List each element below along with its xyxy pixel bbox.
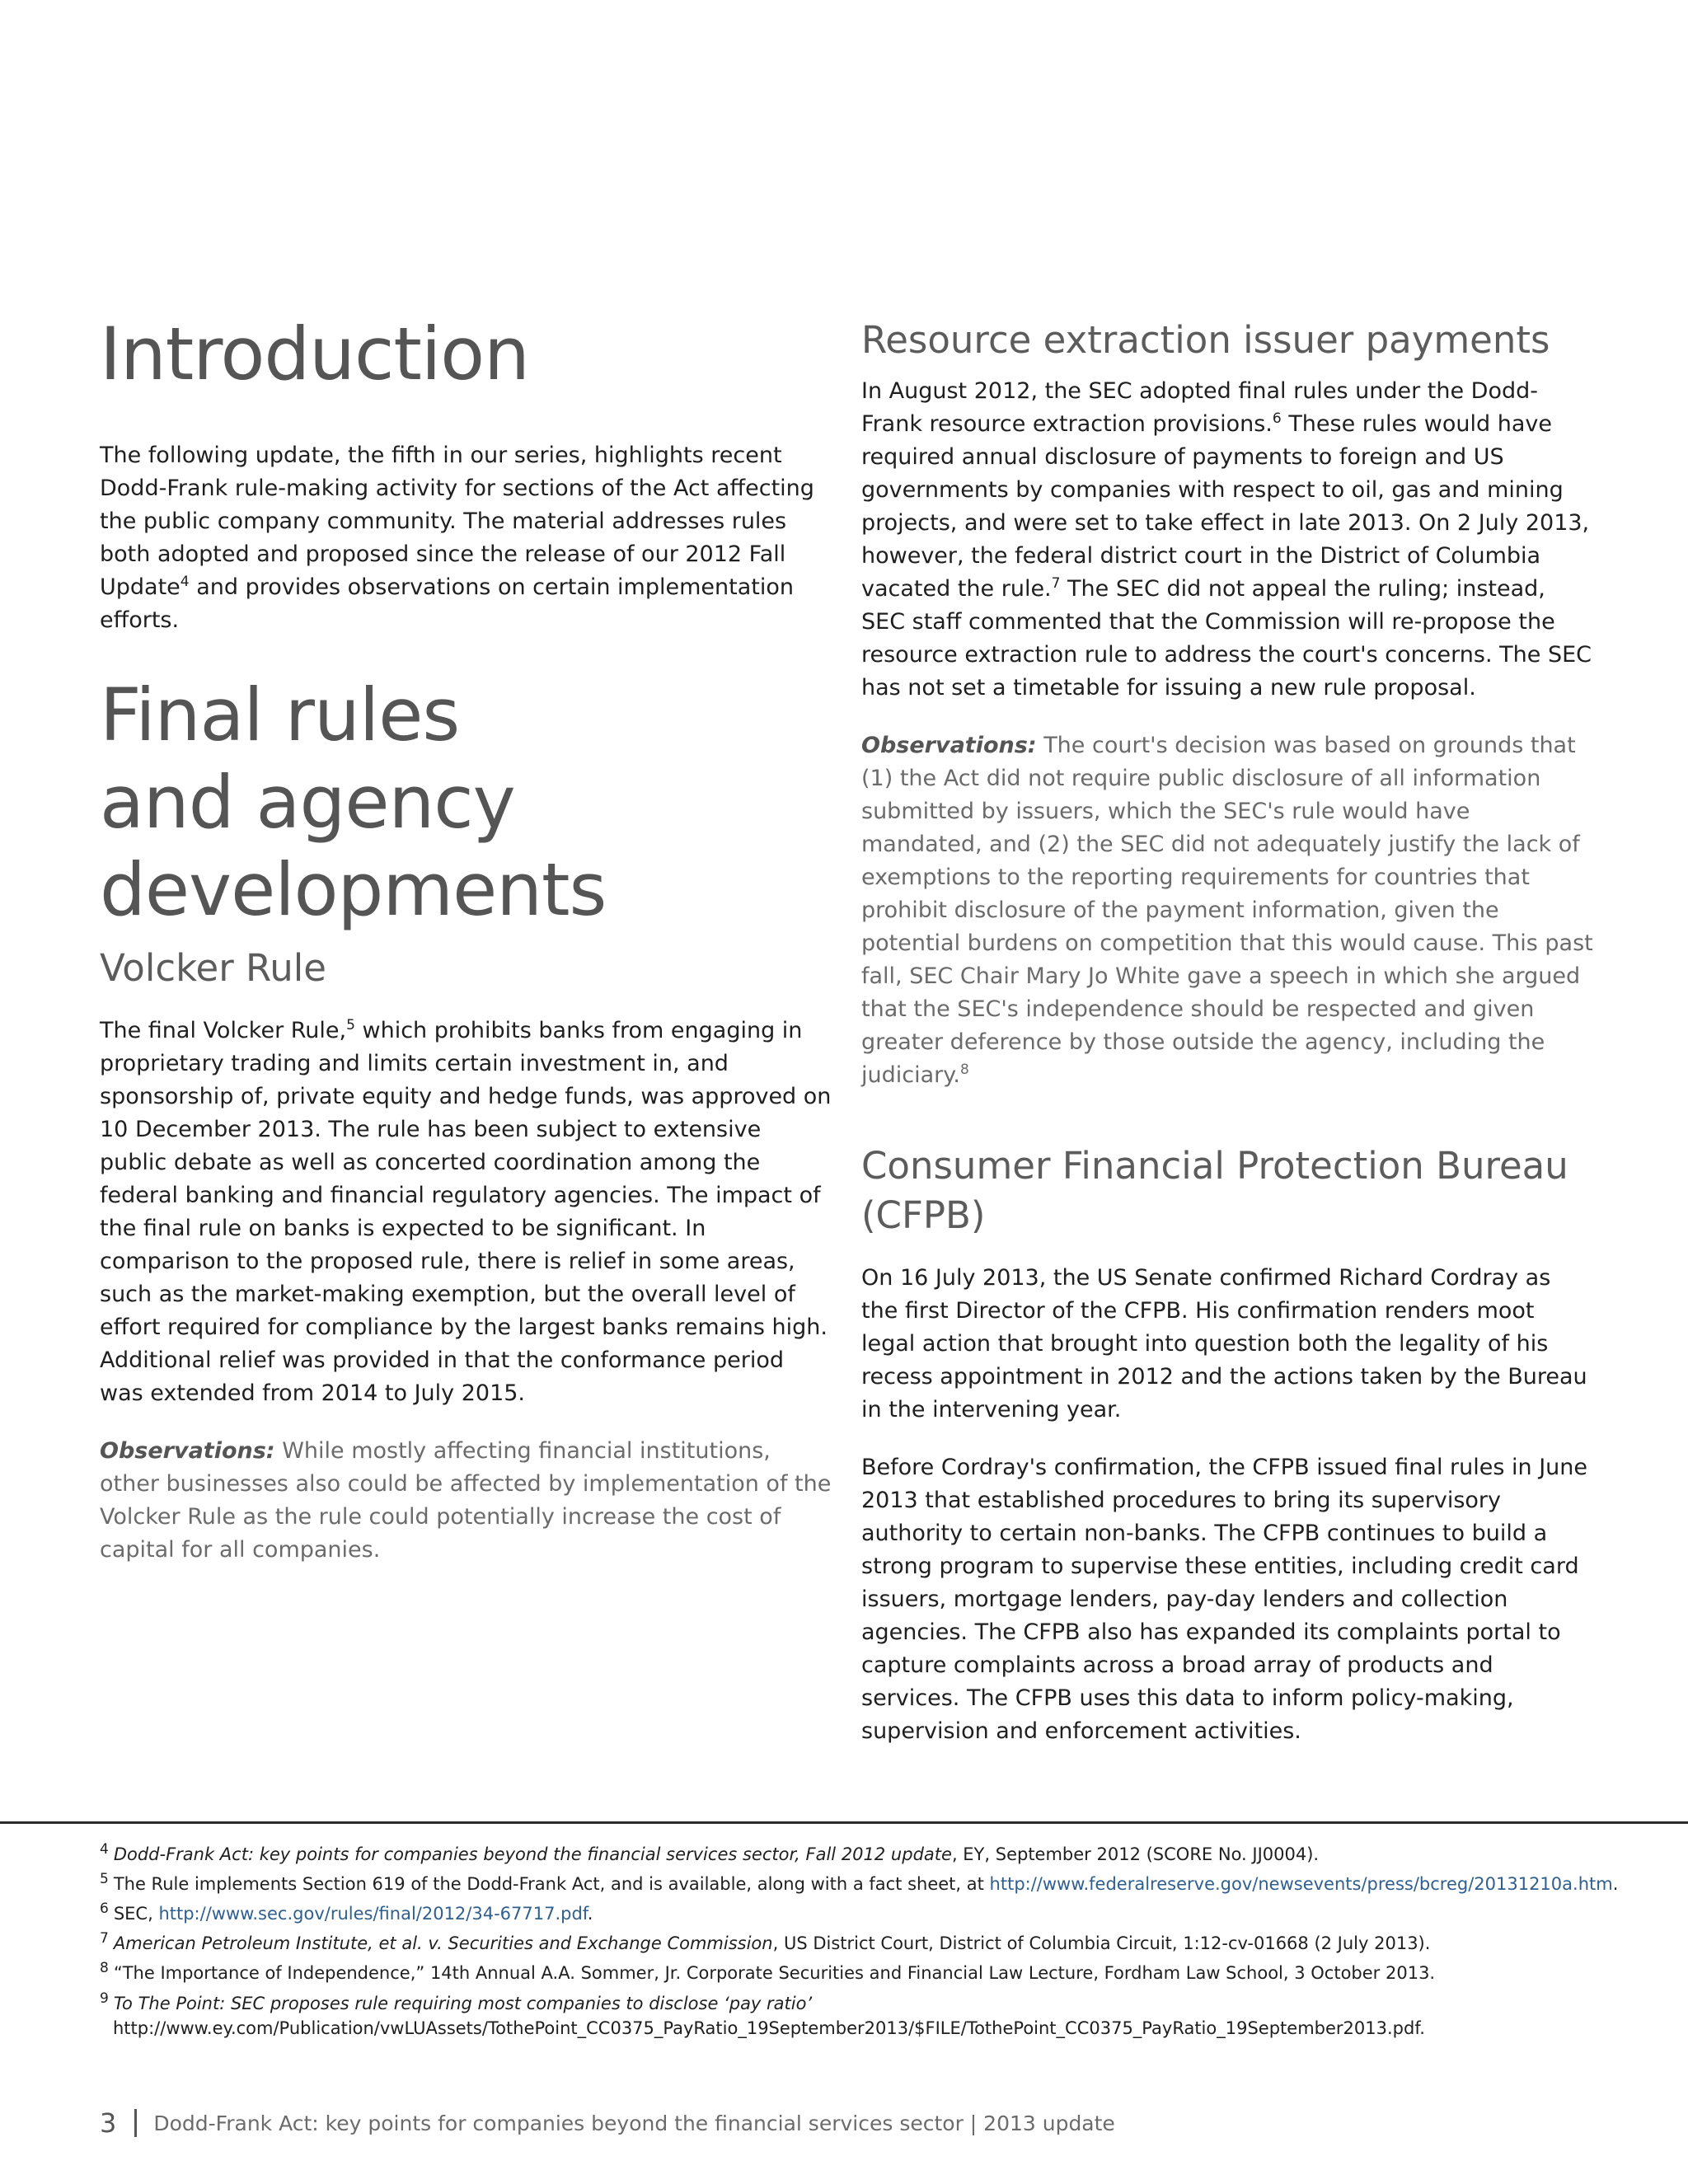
introduction-paragraph: The following update, the fifth in our series, highlights recent Dodd-Frank rule-making activity for sections of the Act affecting the public company community. The material addresses rules both adopted and proposed since the release of our 2012 Fall Update$^4$ and provides observations on certain implementation efforts. [100,443,814,633]
volcker-observations: Observations: While mostly affecting financial institutions, other businesses also could be affected by implementation of the Volcker Rule as the rule could potentially increase the cost of capital for all companies. [100,1438,832,1563]
cfpb-paragraph-2: Before Cordray's confirmation, the CFPB issued final rules in June 2013 that established procedures to bring its supervisory authority to certain non-banks. The CFPB continues to build a strong program to supervise these entities, including credit card issuers, mortgage lenders, pay-day lenders and collection agencies. The CFPB also has expanded its complaints portal to capture complaints across a broad array of products and services. The CFPB uses this data to inform policy-making, supervision and enforcement activities. [861,1455,1587,1744]
footnote-9: $^9$ To The Point: SEC proposes rule requiring most companies to disclose ‘pay ratio’ [100,1990,813,2013]
ey-pay-ratio-link[interactable]: http://www.ey.com/Publication/vwLUAssets/TothePoint_CC0375_PayRatio_19September2013/$FILE/TothePoint_CC0375_PayRatio_19September2013.pdf [113,2018,1420,2038]
sec-rules-link[interactable]: http://www.sec.gov/rules/final/2012/34-67717.pdf [158,1904,588,1924]
footnote-9-link-line: http://www.ey.com/Publication/vwLUAssets/TothePoint_CC0375_PayRatio_19September2013/$FILE/TothePoint_CC0375_PayRatio_19September2013.pdf. [113,2018,1425,2038]
volcker-paragraph: The final Volcker Rule,$^5$ which prohibits banks from engaging in proprietary trading and limits certain investment in, and sponsorship of, private equity and hedge funds, was approved on 10 December 2013. The rule has been subject to extensive public debate as well as concerted coordination among the federal banking and financial regulatory agencies. The impact of the final rule on banks is expected to be significant. In comparison to the proposed rule, there is relief in some areas, such as the market-making exemption, but the overall level of effort required for compliance by the largest banks remains high. Additional relief was provided in that the conformance period was extended from 2014 to July 2015. [100,1017,832,1406]
page-footer [100,2105,1115,2141]
footnote-6: $^6$ SEC, http://www.sec.gov/rules/final/2012/34-67717.pdf. [100,1900,593,1924]
footnote-8: $^8$ “The Importance of Independence,” 14th Annual A.A. Sommer, Jr. Corporate Securities and Financial Law Lecture, Fordham Law School, 3 October 2013. [100,1960,1436,1983]
page-number: 3 [100,2107,117,2139]
cfpb-heading: Consumer Financial Protection Bureau (CFPB) [861,1144,1568,1237]
resource-extraction-heading: Resource extraction issuer payments [861,318,1550,362]
resource-extraction-paragraph: In August 2012, the SEC adopted final rules under the Dodd-Frank resource extraction provisions.$^6$ These rules would have required annual disclosure of payments to foreign and US governments by companies with respect to oil, gas and mining projects, and were set to take effect in late 2013. On 2 July 2013, however, the federal district court in the District of Columbia vacated the rule.$^7$ The SEC did not appeal the ruling; instead, SEC staff commented that the Commission will re-propose the resource extraction rule to address the court's concerns. The SEC has not set a timetable for issuing a new rule proposal. [861,378,1592,701]
footnote-5: $^5$ The Rule implements Section 619 of the Dodd-Frank Act, and is available, along with a fact sheet, at http://www.federalreserve.gov/newsevents/press/bcreg/20131210a.htm. [100,1871,1619,1894]
federalreserve-link[interactable]: http://www.federalreserve.gov/newsevents/press/bcreg/20131210a.htm [989,1874,1613,1894]
footer-separator [134,2109,137,2137]
footnote-ref-6[interactable]: 6 [1272,410,1282,427]
footnote-ref-7[interactable]: 7 [1051,575,1061,592]
footnote-4: $^4$ Dodd-Frank Act: key points for companies beyond the financial services sector, Fall 2012 update, EY, September 2012 (SCORE No. JJ0004). [100,1841,1320,1864]
footnote-ref-4[interactable]: 4 [180,574,190,590]
footer-title: Dodd-Frank Act: key points for companies beyond the financial services sector | 2013 update [153,2111,1115,2135]
footnote-7: $^7$ American Petroleum Institute, et al. v. Securities and Exchange Commission, US District Court, District of Columbia Circuit, 1:12-cv-01668 (2 July 2013). [100,1930,1431,1953]
footnote-divider [0,1821,1688,1824]
volcker-rule-heading: Volcker Rule [100,946,326,990]
footnote-ref-5[interactable]: 5 [346,1017,355,1033]
right-column [861,316,1593,1748]
cfpb-paragraph-1: On 16 July 2013, the US Senate confirmed Richard Cordray as the first Director of the CFPB. His confirmation renders moot legal action that brought into question both the legality of his recess appointment in 2012 and the actions taken by the Bureau in the intervening year. [861,1265,1587,1422]
final-rules-heading: Final rules and agency developments [100,673,607,932]
footnote-ref-8[interactable]: 8 [959,1062,969,1078]
left-column [100,309,833,1567]
introduction-heading: Introduction [100,312,529,396]
resource-extraction-observations: Observations: The court's decision was based on grounds that (1) the Act did not require public disclosure of all information submitted by issuers, which the SEC's rule would have mandated, and (2) the SEC did not adequately justify the lack of exemptions to the reporting requirements for countries that prohibit disclosure of the payment information, given the potential burdens on competition that this would cause. This past fall, SEC Chair Mary Jo White gave a speech in which she argued that the SEC's independence should be respected and given greater deference by those outside the agency, including the judiciary.$^8$ [861,733,1593,1088]
footnotes [100,1840,1633,2041]
